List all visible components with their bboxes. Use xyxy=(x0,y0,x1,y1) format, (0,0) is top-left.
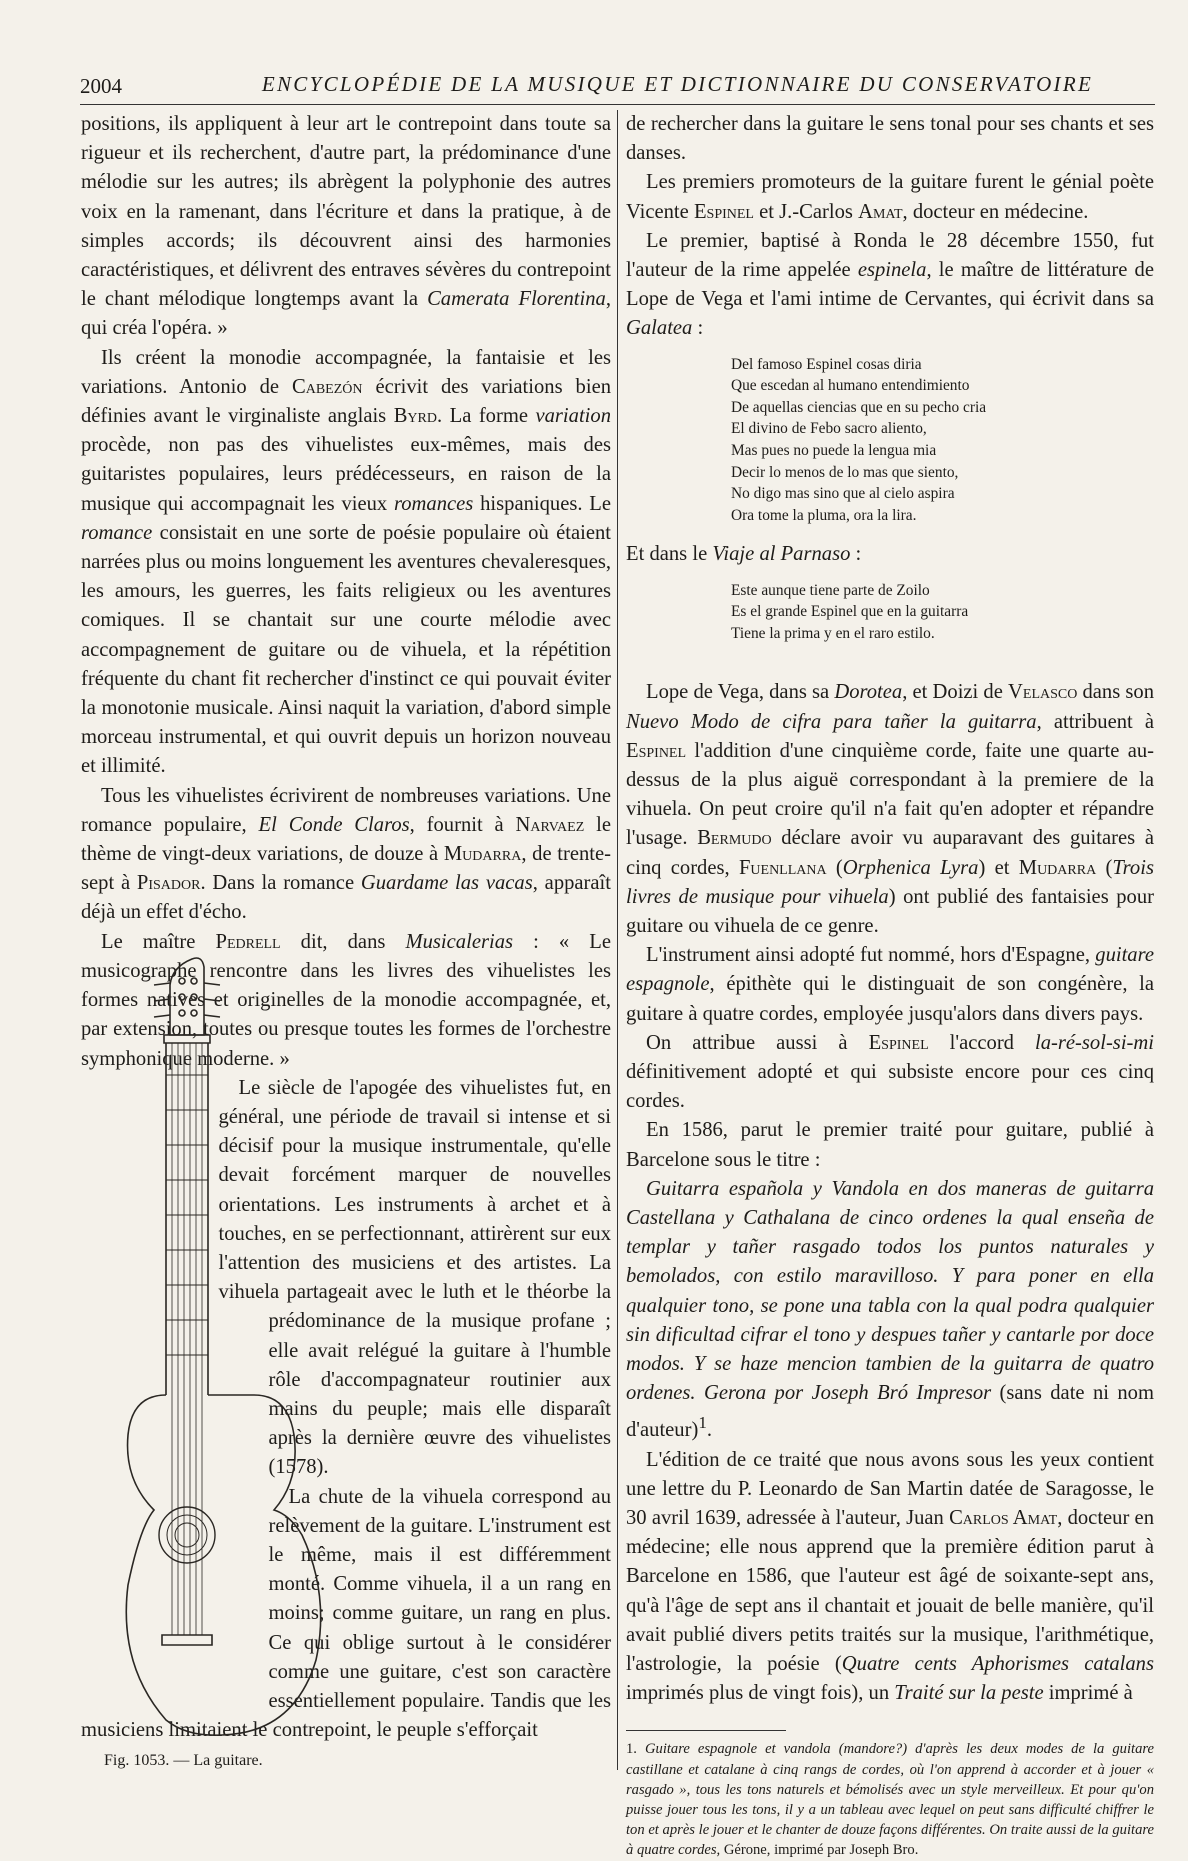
paragraph: Le maître Pedrell dit, dans Musicalerias : « Le musicographe rencontre dans les livres des vihuelistes les formes natives et originelles de la monodie accompagnée, et, par extension, toutes ou presque toutes les formes de l'orchestre symphonique moderne. » xyxy=(81,930,611,1070)
paragraph: Le siècle de l'apogée des vihuelistes fut, en général, une période de travail si intense et si décisif pour la musique instrumentale, qu'elle devait forcément marquer de nouvelles orientations. Les instruments à archet et à touches, en se perfectionnant, attirèrent sur eux l'attention des musiciens et des artistes. La vihuela partageait avec le luth et le théorbe la prédominance de la musique profane ; elle avait relégué la guitare à l'humble rôle d'accompagnateur routinier aux mains du peuple; mais elle disparaît après la dernière œuvre des vihuelistes (1578). xyxy=(218,1076,611,1479)
column-divider xyxy=(617,110,618,1770)
poem-line: Del famoso Espinel cosas diria xyxy=(731,355,922,373)
paragraph: Et dans le Viaje al Parnaso : xyxy=(626,543,862,566)
paragraph: Guitarra española y Vandola en dos maneras de guitarra Castellana y Cathalana de cinco ordenes la qual enseña de templar y tañer rasgado todos los puntos naturales y bemolados, con estilo maravilloso. Y para poner en ella qualquier tono, se pone una tabla con la qual podra qualquier sin dificultad cifrar el tono y despues tañer y cantarle por doce modos. Y se haze mencion tambien de la guitarra de quatro ordenes. Gerona por Joseph Bró Impresor (sans date ni nom d'auteur)$^1$. xyxy=(626,1177,1154,1442)
figure-caption: Fig. 1053. — La guitare. xyxy=(104,1752,263,1769)
poem-line: Es el grande Espinel que en la guitarra xyxy=(731,603,969,621)
poem-line: Ora tome la pluma, ora la lira. xyxy=(731,506,917,524)
poem-galatea xyxy=(731,354,1154,527)
poem-line: Que escedan al humano entendimiento xyxy=(731,377,970,395)
paragraph: En 1586, parut le premier traité pour guitare, publié à Barcelone sous le titre : xyxy=(626,1119,1154,1171)
footnote: 1. Guitare espagnole et vandola (mandore?) d'après les deux modes de la guitare castillane et catalane à cinq rangs de cordes, où l'on apprend à accorder et à jouer « rasgado », tous les tons naturels et bémolisés avec un style merveilleux. Et pour qu'on puisse jouer tous les tons, il y a un tableau avec lequel on peut sans difficulté chiffrer le ton et après le jouer et le chanter de douze façons différentes. On traite aussi de la guitare à quatre cordes, Gérone, imprimé par Joseph Bro. xyxy=(626,1741,1154,1859)
paragraph: de rechercher dans la guitare le sens tonal pour ses chants et ses danses. xyxy=(626,113,1154,165)
paragraph: positions, ils appliquent à leur art le contrepoint dans toute sa rigueur et ils recherchent, d'autre part, la prédominance d'une mélodie sur les autres; ils abrègent la polyphonie des autres voix en la ramenant, dans l'écriture et dans la pratique, à de simples accords; ils découvrent ainsi des harmonies caractéristiques, et délivrent des entraves sévères du contrepoint le chant mélodique longtemps avant la Camerata Florentina, qui créa l'opéra. » xyxy=(81,113,611,340)
header-rule xyxy=(80,104,1155,105)
paragraph: Lope de Vega, dans sa Dorotea, et Doizi de Velasco dans son Nuevo Modo de cifra para tañer la guitarra, attribuent à Espinel l'addition d'une cinquième corde, faite une quarte au-dessus de la plus aiguë correspondant à la premiere de la vihuela. On peut croire qu'il n'a fait qu'en adopter et répandre l'usage. Bermudo déclare avoir vu auparavant des guitares à cinq cordes, Fuenllana (Orphenica Lyra) et Mudarra (Trois livres de musique pour vihuela) ont publié des fantaisies pour guitare ou vihuela de ce genre. xyxy=(626,681,1154,937)
paragraph: L'édition de ce traité que nous avons sous les yeux contient une lettre du P. Leonardo de San Martin datée de Saragosse, le 30 avril 1639, adressée à l'auteur, Juan Carlos Amat, docteur en médecine; elle nous apprend que la première édition parut à Barcelone en 1586, que l'auteur est âgé de soixante-sept ans, qu'à l'âge de sept ans il chantait et jouait de belle manière, qu'il avait publié divers petits traités sur la musique, l'arithmétique, l'astrologie, la poésie (Quatre cents Aphorismes catalans imprimés plus de vingt fois), un Traité sur la peste imprimé à xyxy=(626,1448,1154,1705)
poem-line: Decir lo menos de lo mas que siento, xyxy=(731,463,959,481)
paragraph: Le premier, baptisé à Ronda le 28 décembre 1550, fut l'auteur de la rime appelée espinela, le maître de littérature de Lope de Vega et l'ami intime de Cervantes, qui écrivit dans sa Galatea : xyxy=(626,229,1154,340)
footnote-rule xyxy=(626,1730,786,1731)
paragraph: L'instrument ainsi adopté fut nommé, hors d'Espagne, guitare espagnole, épithète qui le distinguait de son congénère, la guitare à quatre cordes, employée jusqu'alors dans divers pays. xyxy=(626,944,1154,1025)
page-header xyxy=(80,66,1155,106)
running-title: ENCYCLOPÉDIE DE LA MUSIQUE ET DICTIONNAIRE DU CONSERVATOIRE xyxy=(261,72,1094,96)
guitar-illustration xyxy=(104,945,334,1745)
right-column xyxy=(626,110,1154,1861)
paragraph: Les premiers promoteurs de la guitare furent le génial poète Vicente Espinel et J.-Carlos Amat, docteur en médecine. xyxy=(626,171,1154,223)
poem-parnaso xyxy=(731,580,1154,645)
paragraph: Tous les vihuelistes écrivirent de nombreuses variations. Une romance populaire, El Conde Claros, fournit à Narvaez le thème de vingt-deux variations, de douze à Mudarra, de trente-sept à Pisador. Dans la romance Guardame las vacas, apparaît déjà un effet d'écho. xyxy=(81,784,612,924)
poem-line: El divino de Febo sacro aliento, xyxy=(731,420,927,438)
paragraph: Ils créent la monodie accompagnée, la fantaisie et les variations. Antonio de Cabezón écrivit des variations bien définies avant le virginaliste anglais Byrd. La forme variation procède, non pas des vihuelistes eux-mêmes, mais des guitaristes populaires, leurs prédécesseurs, en raison de la musique qui accompagnait les vieux romances hispaniques. Le romance consistait en une sorte de poésie populaire où étaient narrées plus ou moins longuement les aventures chevaleresques, les amours, les guerres, les faits religieux ou les aventures comiques. Il se chantait sur une courte mélodie avec accompagnement de guitare ou de vihuela, et la répétition fréquente du chant fit rechercher d'instinct ce qui pouvait éviter la monotonie musicale. Ainsi naquit la variation, d'abord simple morceau instrumental, et qui ouvrit depuis un horizon nouveau et illimité. xyxy=(81,346,612,778)
poem-line: No digo mas sino que al cielo aspira xyxy=(731,485,955,503)
page-number: 2004 xyxy=(80,74,122,98)
poem-line: De aquellas ciencias que en su pecho cria xyxy=(731,398,987,416)
paragraph: On attribue aussi à Espinel l'accord la-ré-sol-si-mi définitivement adopté et qui subsiste encore pour ces cinq cordes. xyxy=(626,1031,1154,1113)
poem-line: Tiene la prima y en el raro estilo. xyxy=(731,624,935,642)
paragraph: La chute de la vihuela correspond au relèvement de la guitare. L'instrument est le même, mais il est différemment monté. Comme vihuela, il a un rang en moins; comme guitare, un rang en plus. Ce qui oblige surtout à le considérer comme une guitare, c'est son caractère essentiellement populaire. Tandis que les musiciens limitaient le contrepoint, le peuple s'efforçait xyxy=(81,1485,611,1742)
poem-line: Mas pues no puede la lengua mia xyxy=(731,442,937,459)
poem-line: Este aunque tiene parte de Zoilo xyxy=(731,581,930,599)
